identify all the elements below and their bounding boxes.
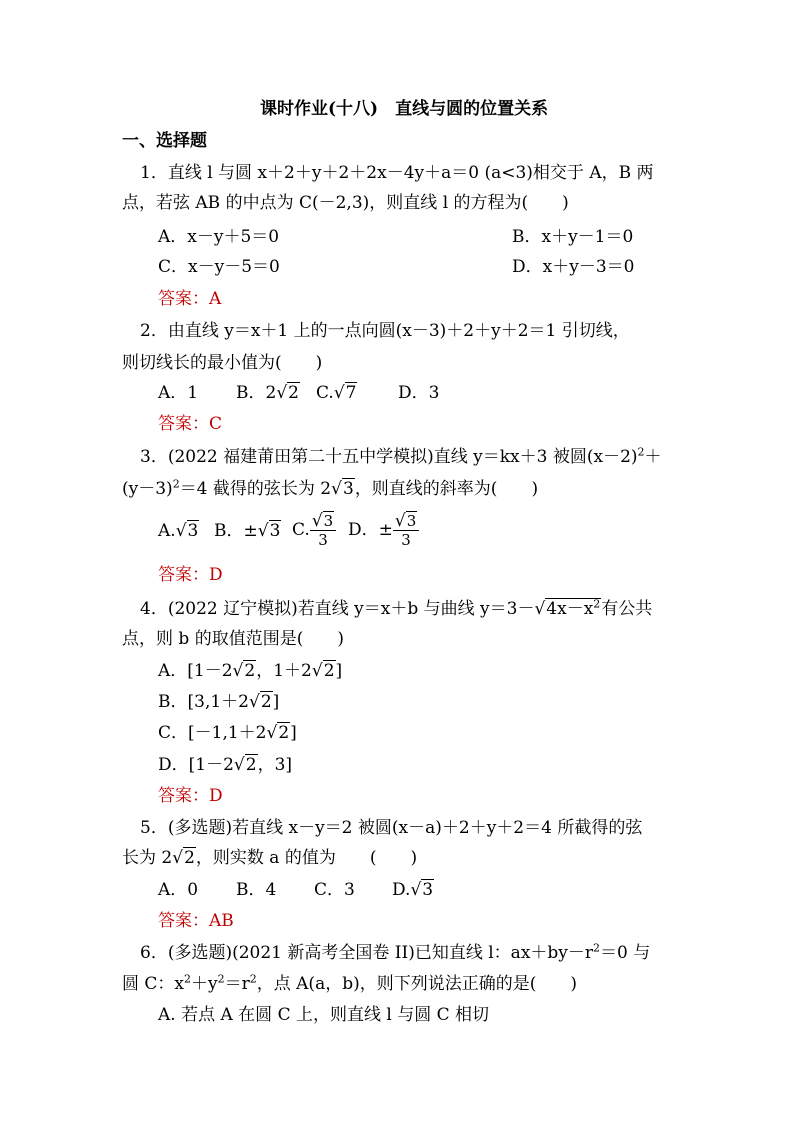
q2-answer: 答案：C <box>158 414 223 434</box>
q1-answer: 答案：A <box>158 289 222 309</box>
superscript: 2 <box>637 445 645 459</box>
q5-stem-line1: 5．(多选题)若直线 x－y＝2 被圆(x－a)＋2＋y＋2＝4 所截得的弦 <box>140 818 643 838</box>
q1-option-b: B．x＋y－1＝0 <box>512 227 634 247</box>
q3-option-c <box>292 508 336 552</box>
superscript: 2 <box>217 972 225 986</box>
q4-option-b-tail: ] <box>272 692 280 712</box>
q5-option-d <box>392 879 434 901</box>
q5-option-b: B．4 <box>236 880 277 900</box>
q3-option-d-prefix: D．± <box>348 520 393 540</box>
q5-stem-line2 <box>122 847 417 869</box>
q2-option-d: D．3 <box>398 383 440 403</box>
superscript: 2 <box>184 972 191 986</box>
q4-option-a-mid: ，1＋2 <box>256 661 312 681</box>
q3-stem-line1-text: 3．(2022 福建莆田第二十五中学模拟)直线 y＝kx＋3 被圆(x－2) <box>140 447 638 467</box>
q3-option-c-denominator: 3 <box>318 531 328 549</box>
q3-option-b <box>214 520 281 542</box>
q4-option-a-tail: ] <box>335 661 343 681</box>
q2-option-b <box>236 382 300 404</box>
q4-option-b-radicand: 2 <box>260 692 272 712</box>
q3-option-c-prefix: C. <box>292 520 310 540</box>
q6-option-a: A. 若点 A 在圆 C 上，则直线 l 与圆 C 相切 <box>158 1005 490 1025</box>
q3-option-a <box>158 520 199 542</box>
q4-option-d-radicand: 2 <box>245 755 257 775</box>
sqrt-symbol: √2 <box>311 661 335 681</box>
q4-option-a-radicand1: 2 <box>244 661 256 681</box>
sqrt-symbol: √7 <box>333 383 357 403</box>
superscript: 2 <box>593 597 601 611</box>
q4-answer: 答案：D <box>158 786 223 806</box>
q4-option-d <box>158 754 292 776</box>
q3-option-a-prefix: A. <box>158 521 176 541</box>
sqrt-symbol: √3 <box>257 521 281 541</box>
q3-radicand: 3 <box>342 479 354 499</box>
q2-option-b-radicand: 2 <box>288 383 299 403</box>
sqrt-symbol: √2 <box>233 755 257 775</box>
q4-option-d-text: D．[1－2 <box>158 755 234 775</box>
q5-stem-line2-tail: ，则实数 a 的值为 ( ) <box>195 848 418 868</box>
q4-stem-line1-text: 4．(2022 辽宁模拟)若直线 y＝x＋b 与曲线 y＝3－ <box>140 599 535 619</box>
q3-stem-line2-mid: ＝4 截得的弦长为 2 <box>179 479 332 499</box>
q6-stem-line1-tail: ＝0 与 <box>600 943 651 963</box>
q5-option-c: C．3 <box>314 880 355 900</box>
fraction <box>310 512 336 549</box>
q1-stem-line2: 点，若弦 AB 的中点为 C(－2,3)，则直线 l 的方程为( ) <box>122 193 569 213</box>
q4-stem-line1 <box>140 598 652 620</box>
sqrt-symbol: √3 <box>394 511 417 531</box>
sqrt-symbol: √2 <box>276 383 299 403</box>
q5-option-d-radicand: 3 <box>422 880 434 900</box>
page-title: 课时作业(十八) 直线与圆的位置关系 <box>260 99 549 119</box>
q1-option-d: D．x＋y－3＝0 <box>512 257 635 277</box>
q4-option-c-radicand: 2 <box>278 723 290 743</box>
q4-option-c <box>158 722 297 744</box>
q4-option-c-text: C．[－1,1＋2 <box>158 723 267 743</box>
fraction <box>393 512 419 549</box>
q4-stem-line2: 点，则 b 的取值范围是( ) <box>122 629 344 649</box>
q6-stem-line2-tail: ，点 A(a，b)，则下列说法正确的是( ) <box>256 974 577 994</box>
q3-option-a-radicand: 3 <box>187 521 199 541</box>
q4-option-b <box>158 691 279 713</box>
q4-option-a-text: A．[1－2 <box>158 661 233 681</box>
q4-option-d-tail: ，3] <box>257 755 293 775</box>
q5-answer: 答案：AB <box>158 911 234 931</box>
q5-option-d-prefix: D. <box>392 880 411 900</box>
q1-option-a: A．x－y＋5＝0 <box>158 227 280 247</box>
q5-radicand: 2 <box>184 848 195 868</box>
q3-stem-line1 <box>140 446 662 468</box>
q4-radicand: 4x－x <box>546 599 594 619</box>
q3-stem-line2-text: (y－3) <box>122 479 173 499</box>
q6-stem-line2 <box>122 973 577 995</box>
q6-stem-line2-part3: ＝r <box>224 974 250 994</box>
section-heading: 一、选择题 <box>122 131 207 151</box>
sqrt-symbol: √3 <box>331 479 354 499</box>
q3-answer: 答案：D <box>158 565 223 585</box>
sqrt-symbol: √2 <box>232 661 256 681</box>
q6-stem-line1 <box>140 942 650 964</box>
q3-stem-line1-tail: ＋ <box>644 447 662 467</box>
sqrt-symbol: √2 <box>172 848 195 868</box>
q3-option-b-prefix: B．± <box>214 521 258 541</box>
q3-stem-line2-tail: ，则直线的斜率为( ) <box>354 479 539 499</box>
q2-stem-line1: 2．由直线 y＝x＋1 上的一点向圆(x－3)＋2＋y＋2＝1 引切线， <box>140 321 630 341</box>
sqrt-symbol: √3 <box>175 521 199 541</box>
q6-stem-line2-text: 圆 C：x <box>122 974 184 994</box>
superscript: 2 <box>593 941 601 955</box>
q4-stem-line1-tail: 有公共 <box>601 599 653 619</box>
q2-option-b-prefix: B．2 <box>236 383 277 403</box>
q2-option-c-radicand: 7 <box>345 383 357 403</box>
q5-stem-line2-text: 长为 2 <box>122 848 173 868</box>
q2-stem-line2: 则切线长的最小值为( ) <box>122 353 323 373</box>
superscript: 2 <box>172 477 180 491</box>
q3-option-d-numerator: 3 <box>406 512 417 530</box>
q4-option-a <box>158 660 342 682</box>
sqrt-symbol: $√4x-x^2$ <box>534 597 601 619</box>
superscript: 2 <box>249 972 257 986</box>
q1-stem-line1: 1．直线 l 与圆 x＋2＋y＋2＋2x－4y＋a＝0 (a<3)相交于 A，B 两 <box>140 163 654 183</box>
sqrt-symbol: √3 <box>410 880 434 900</box>
q3-option-b-radicand: 3 <box>269 521 281 541</box>
sqrt-symbol: √2 <box>266 723 290 743</box>
q3-stem-line2 <box>122 478 538 500</box>
q6-stem-line2-part2: ＋y <box>191 974 218 994</box>
q6-stem-line1-text: 6．(多选题)(2021 新高考全国卷 II)已知直线 l：ax＋by－r <box>140 943 594 963</box>
q3-option-c-numerator: 3 <box>323 512 334 530</box>
q5-option-a: A．0 <box>158 880 199 900</box>
q4-option-a-radicand2: 2 <box>323 661 335 681</box>
sqrt-symbol: √2 <box>248 692 272 712</box>
q4-option-b-text: B．[3,1＋2 <box>158 692 249 712</box>
q4-option-c-tail: ] <box>290 723 297 743</box>
q1-option-c: C．x－y－5＝0 <box>158 257 280 277</box>
q3-option-d-denominator: 3 <box>401 531 411 549</box>
q2-option-c-prefix: C. <box>316 383 334 403</box>
sqrt-symbol: √3 <box>311 511 334 531</box>
q2-option-a: A．1 <box>158 383 199 403</box>
q3-option-d <box>348 508 419 552</box>
q2-option-c <box>316 382 357 404</box>
